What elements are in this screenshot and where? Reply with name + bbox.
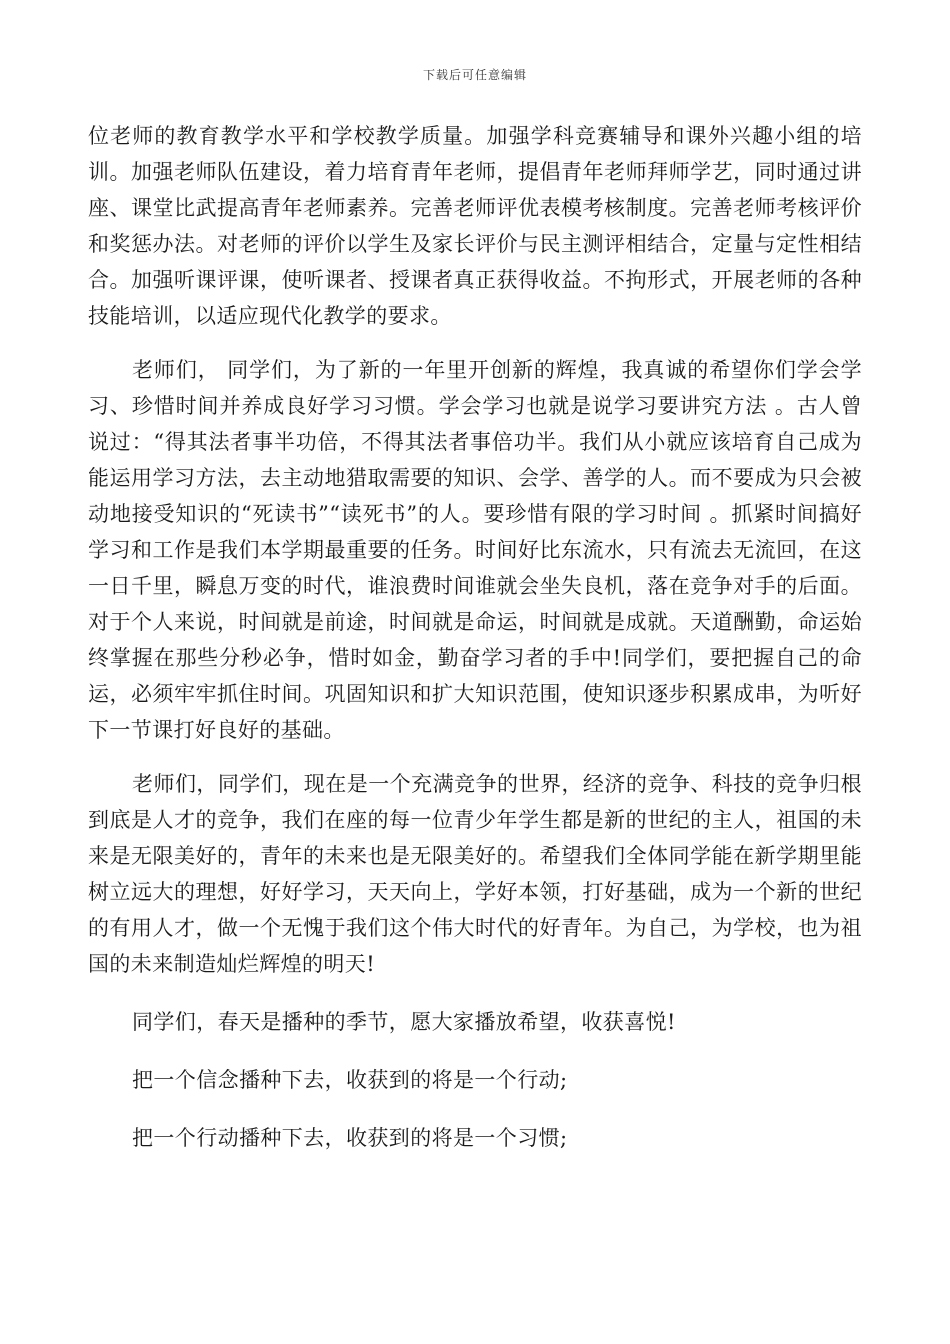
paragraph-6: 把一个行动播种下去，收获到的将是一个习惯; <box>132 1126 568 1150</box>
paragraph-1: 位老师的教育教学水平和学校教学质量。加强学科竞赛辅导和课外兴趣小组的培训。加强老师队伍建设，着力培育青年老师，提倡青年老师拜师学艺，同时通过讲座、课堂比武提高青年老师素养。完善老师评优表模考核制度。完善老师考核评价和奖惩办法。对老师的评价以学生及家长评价与民主测评相结合，定量与定性相结合。加强听课评课，使听课者、授课者真正获得收益。不拘形式，开展老师的各种技能培训，以适应现代化教学的要求。 <box>88 124 862 328</box>
paragraph-3: 老师们，同学们，现在是一个充满竞争的世界，经济的竞争、科技的竞争归根到底是人才的竞争，我们在座的每一位青少年学生都是新的世纪的主人，祖国的未来是无限美好的，青年的未来也是无限美好的。希望我们全体同学能在新学期里能树立远大的理想，好好学习，天天向上，学好本领，打好基础，成为一个新的世纪的有用人才，做一个无愧于我们这个伟大时代的好青年。为自己，为学校，也为祖国的未来制造灿烂辉煌的明天! <box>88 772 862 976</box>
page-header: 下载后可任意编辑 <box>422 68 527 82</box>
document-body <box>88 118 862 1156</box>
paragraph-5: 把一个信念播种下去，收获到的将是一个行动; <box>132 1068 568 1092</box>
paragraph-4: 同学们，春天是播种的季节，愿大家播放希望，收获喜悦! <box>132 1010 676 1034</box>
paragraph-2: 老师们， 同学们，为了新的一年里开创新的辉煌，我真诚的希望你们学会学习、珍惜时间并养成良好学习习惯。学会学习也就是说学习要讲究方法 。古人曾说过：“得其法者事半功倍，不得其法者事倍功半。我们从小就应该培育自己成为能运用学习方法，去主动地猎取需要的知识、会学、善学的人。而不要成为只会被动地接受知识的“死读书”“读死书”的人。要珍惜有限的学习时间 。抓紧时间搞好学习和工作是我们本学期最重要的任务。时间好比东流水，只有流去无流回，在这一日千里，瞬息万变的时代，谁浪费时间谁就会坐失良机，落在竞争对手的后面。对于个人来说，时间就是前途，时间就是命运，时间就是成就。天道酬勤，命运始终掌握在那些分秒必争，惜时如金，勤奋学习者的手中!同学们，要把握自己的命运，必须牢牢抓住时间。巩固知识和扩大知识范围，使知识逐步积累成串，为听好下一节课打好良好的基础。 <box>88 358 862 742</box>
